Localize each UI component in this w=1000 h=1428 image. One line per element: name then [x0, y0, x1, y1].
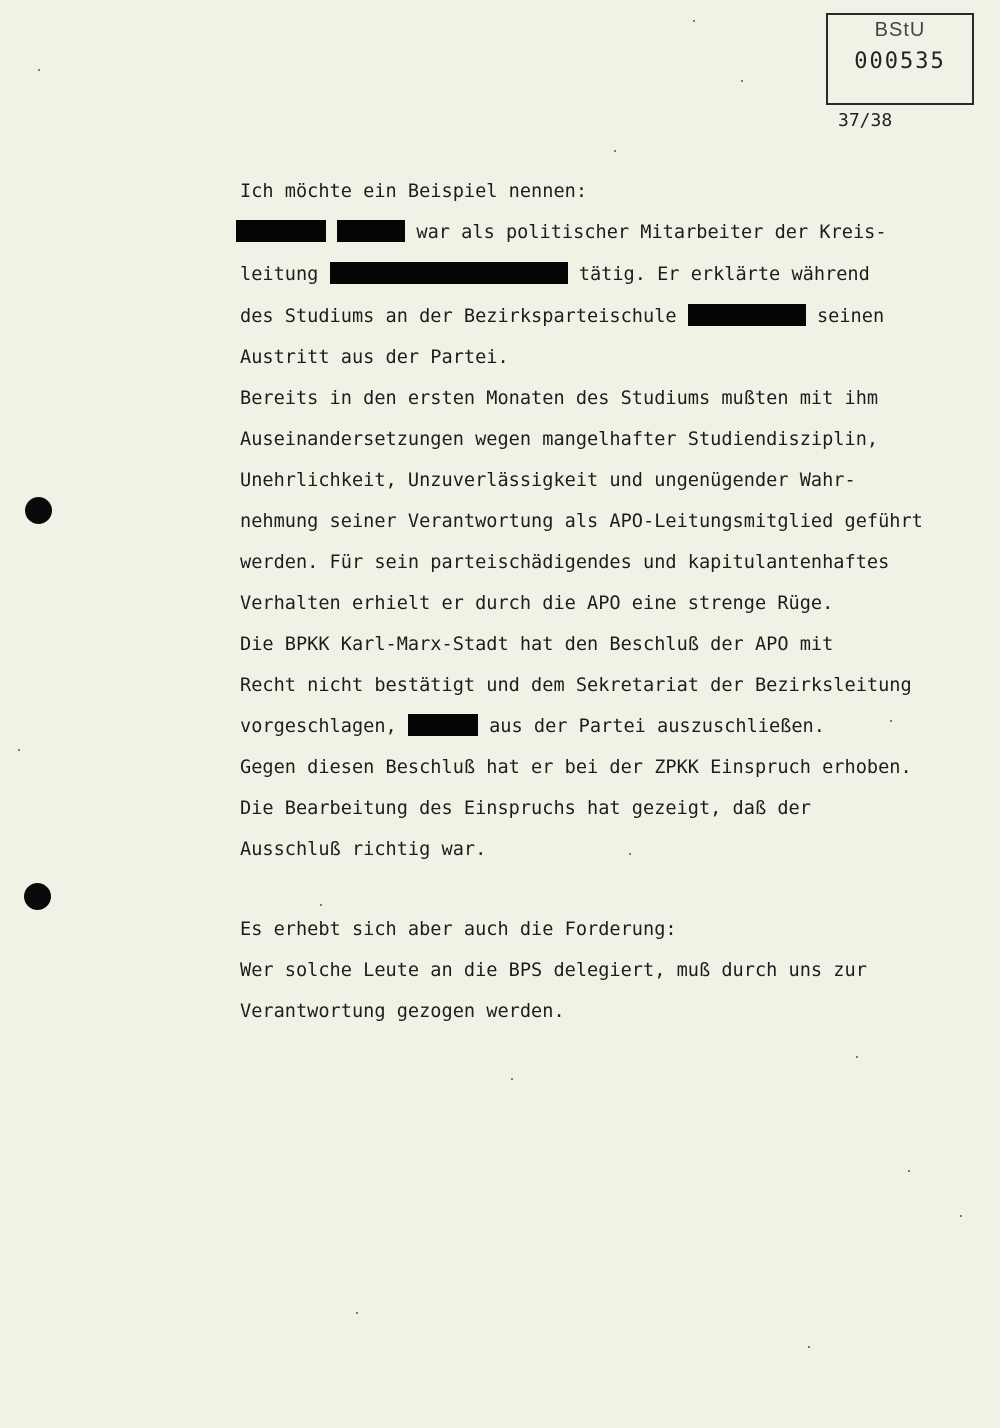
- text-line: Austritt aus der Partei.: [240, 347, 509, 368]
- text-line: Ich möchte ein Beispiel nennen:: [240, 181, 588, 202]
- scan-speck: [320, 904, 322, 906]
- text-segment: vorgeschlagen,: [240, 716, 408, 737]
- text-line: Auseinandersetzungen wegen mangelhafter Studiendisziplin,: [240, 429, 879, 450]
- text-line: Verhalten erhielt er durch die APO eine strenge Rüge.: [240, 593, 834, 614]
- scan-speck: [808, 1346, 810, 1348]
- scan-speck: [629, 853, 631, 855]
- text-line: Gegen diesen Beschluß hat er bei der ZPKK Einspruch erhoben.: [240, 757, 912, 778]
- punch-hole-bottom: [24, 883, 51, 910]
- text-line: Die Bearbeitung des Einspruchs hat gezeigt, daß der: [240, 798, 811, 819]
- text-line: [240, 220, 887, 246]
- scan-speck: [356, 1312, 358, 1314]
- text-segment: des Studiums an der Bezirksparteischule: [240, 306, 688, 327]
- stamp-org: BStU: [874, 19, 926, 41]
- text-line: Verantwortung gezogen werden.: [240, 1001, 565, 1022]
- redaction-bar: [408, 714, 478, 736]
- text-line: [240, 714, 825, 740]
- text-line: Ausschluß richtig war.: [240, 839, 487, 860]
- text-line: [240, 262, 870, 288]
- text-segment: seinen: [805, 306, 885, 327]
- archive-stamp: [826, 13, 974, 105]
- text-line: Recht nicht bestätigt und dem Sekretariat der Bezirksleitung: [240, 675, 912, 696]
- redaction-bar: [236, 220, 326, 242]
- text-line: Es erhebt sich aber auch die Forderung:: [240, 919, 677, 940]
- text-line: werden. Für sein parteischädigendes und kapitulantenhaftes: [240, 552, 890, 573]
- text-segment: leitung: [240, 264, 330, 285]
- scan-speck: [741, 80, 743, 82]
- scan-speck: [38, 69, 40, 71]
- redaction-bar: [330, 262, 568, 284]
- stamp-number: 000535: [854, 49, 946, 74]
- redaction-bar: [337, 220, 405, 242]
- text-segment: aus der Partei auszuschließen.: [477, 716, 825, 737]
- scan-speck: [614, 150, 616, 152]
- page-number: 37/38: [838, 110, 893, 131]
- scan-speck: [18, 749, 20, 751]
- text-line: Wer solche Leute an die BPS delegiert, muß durch uns zur: [240, 960, 867, 981]
- text-segment: tätig. Er erklärte während: [567, 264, 870, 285]
- scan-speck: [890, 720, 892, 722]
- scan-speck: [511, 1078, 513, 1080]
- scan-speck: [693, 20, 695, 22]
- text-line: [240, 304, 884, 330]
- redaction-bar: [688, 304, 806, 326]
- punch-hole-top: [25, 497, 52, 524]
- text-line: Bereits in den ersten Monaten des Studiums mußten mit ihm: [240, 388, 879, 409]
- text-line: nehmung seiner Verantwortung als APO-Leitungsmitglied geführt: [240, 511, 923, 532]
- scan-speck: [908, 1170, 910, 1172]
- text-line: Die BPKK Karl-Marx-Stadt hat den Beschluß der APO mit: [240, 634, 834, 655]
- text-segment: war als politischer Mitarbeiter der Kreis-: [405, 222, 887, 243]
- scan-speck: [856, 1056, 858, 1058]
- scan-speck: [960, 1215, 962, 1217]
- text-line: Unehrlichkeit, Unzuverlässigkeit und ungenügender Wahr-: [240, 470, 856, 491]
